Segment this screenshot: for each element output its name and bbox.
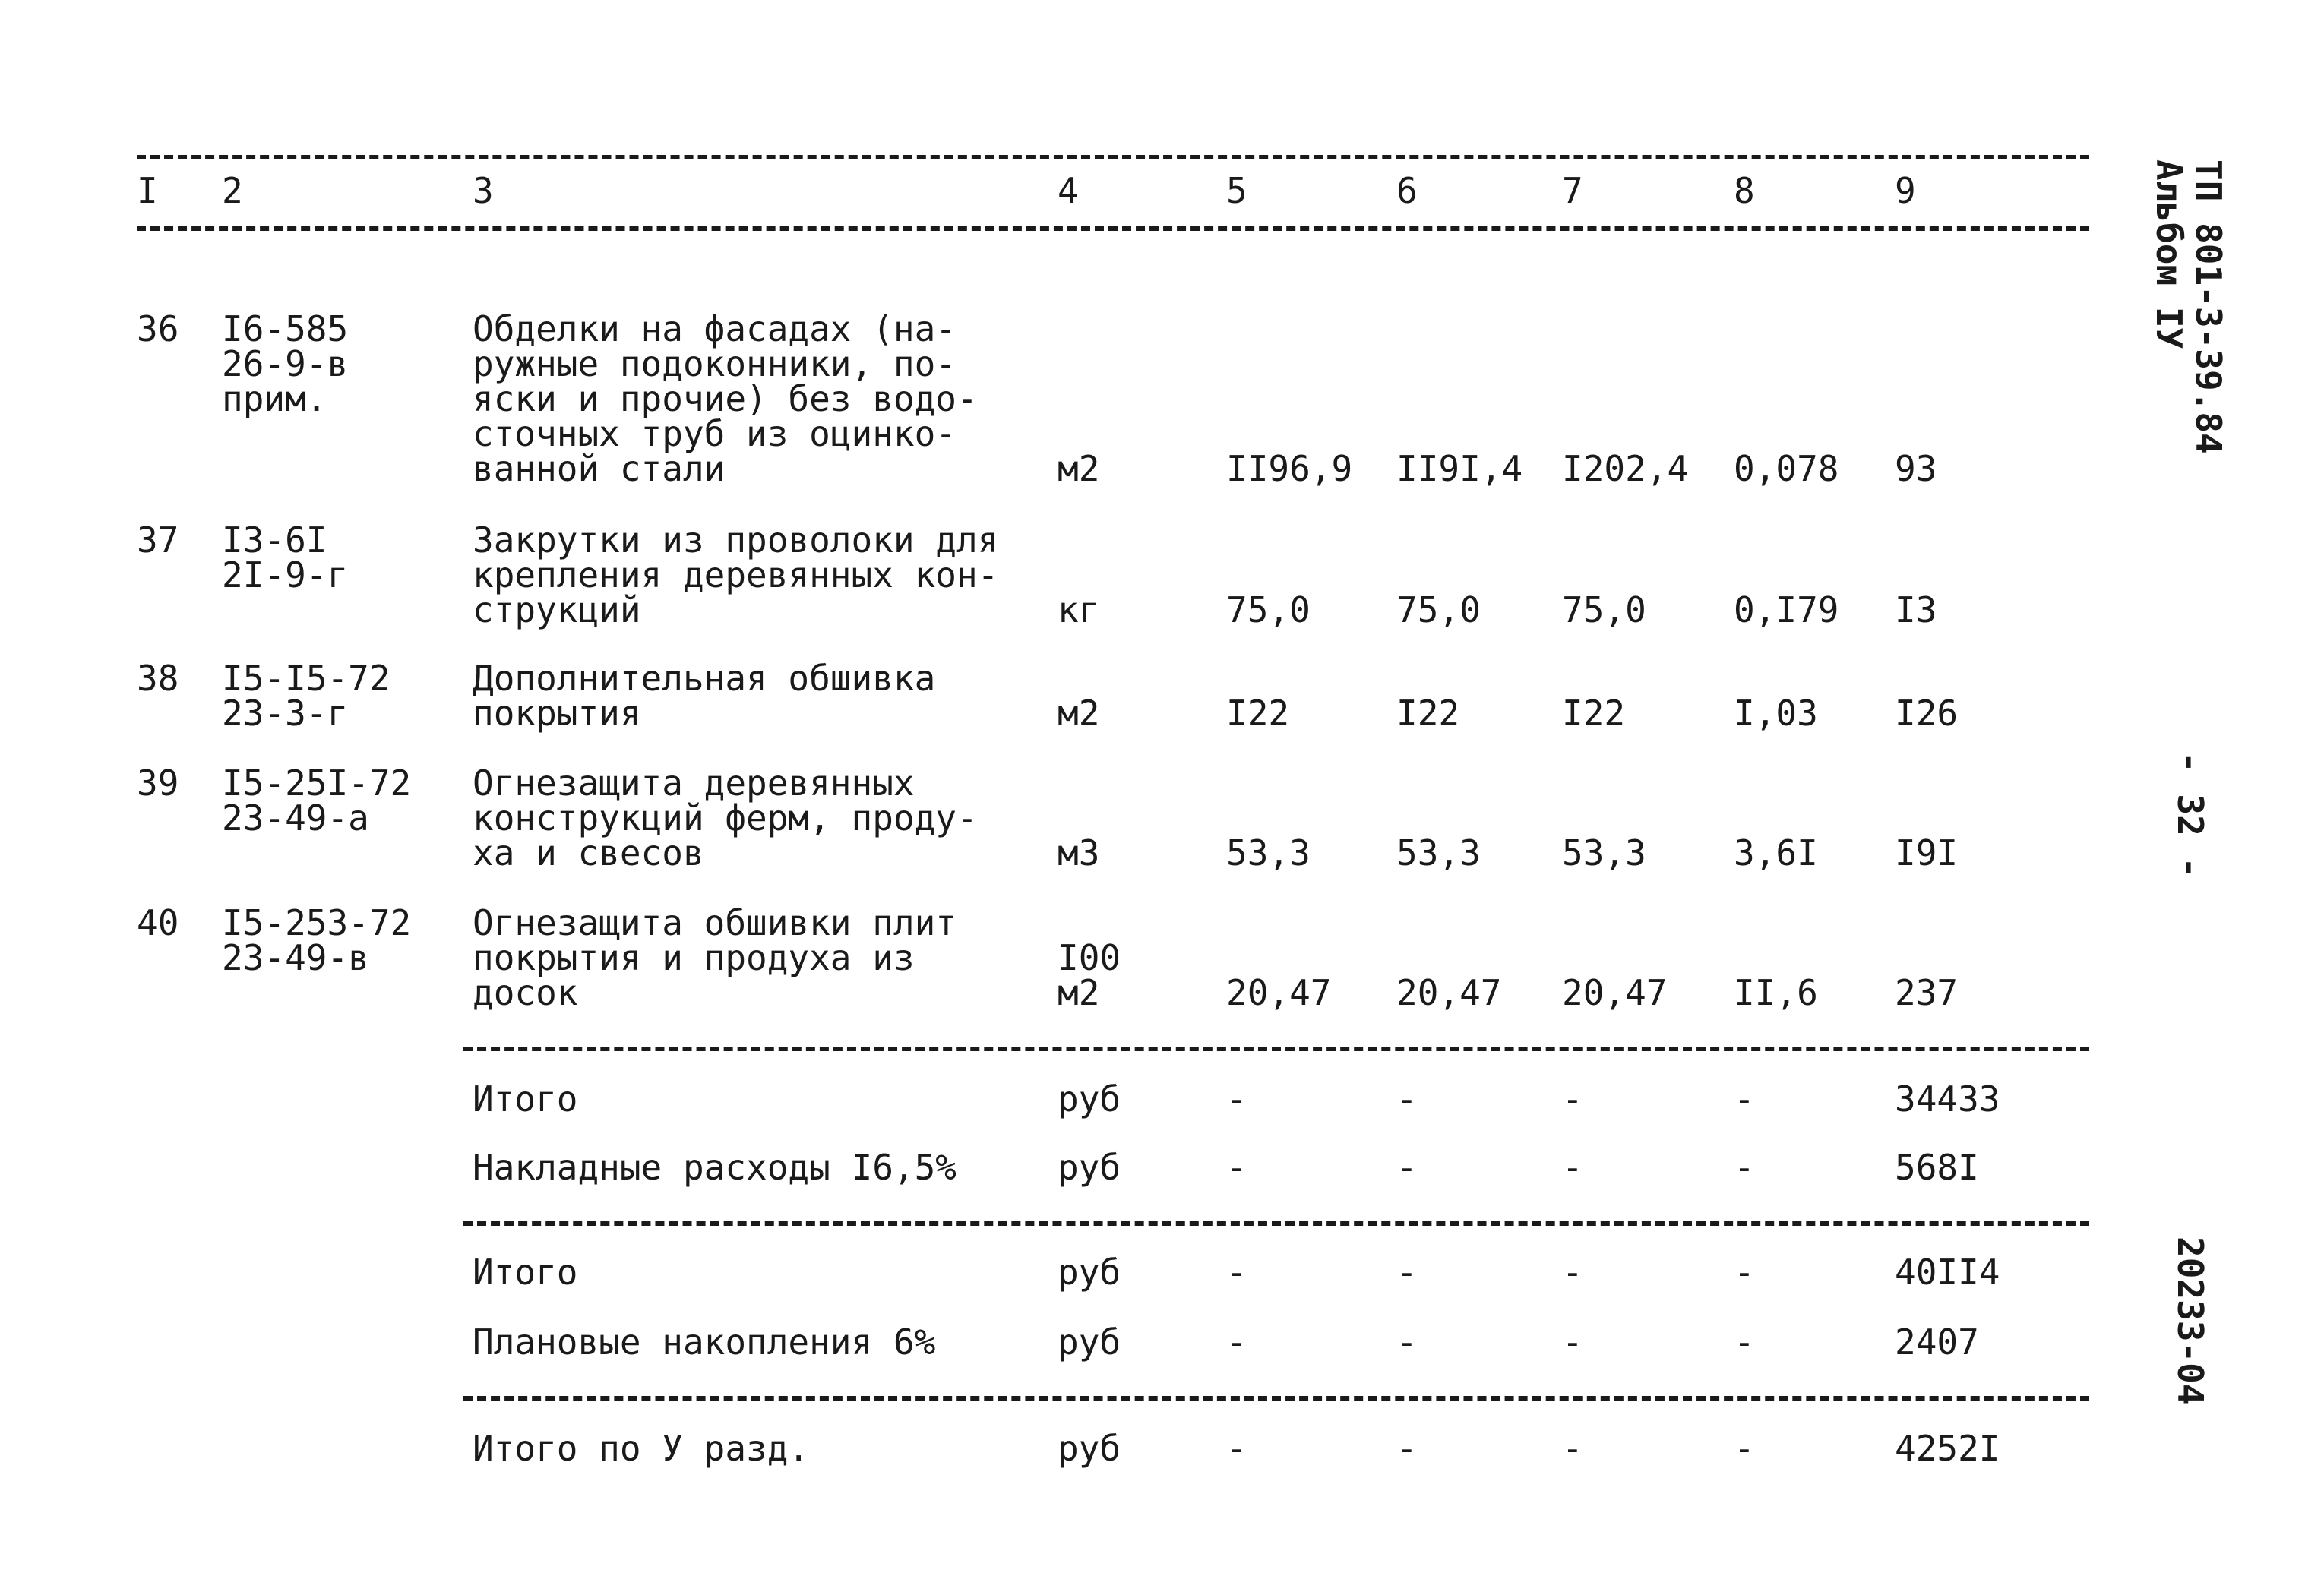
summary-col-7: - [1562,1322,1583,1363]
row-col-7: I22 [1562,693,1626,734]
row-col-9: 93 [1895,448,1937,489]
summary-unit: руб [1058,1322,1121,1363]
row-description: Дополнительная обшивка покрытия [473,658,936,734]
summary-col-5: - [1226,1147,1247,1188]
row-unit: м3 [1058,832,1100,873]
summary-col-6: - [1396,1252,1418,1293]
summary-col-9: 40II4 [1895,1252,2000,1293]
summary-col-6: - [1396,1078,1418,1120]
row-unit: м2 [1058,693,1100,734]
row-col-6: 75,0 [1396,589,1481,630]
summary-unit: руб [1058,1147,1121,1188]
summary-col-9: 2407 [1895,1322,1979,1363]
summary-unit: руб [1058,1078,1121,1120]
summary-col-7: - [1562,1078,1583,1120]
summary-col-7: - [1562,1147,1583,1188]
row-col-8: II,6 [1734,972,1818,1013]
row-col-6: 20,47 [1396,972,1502,1013]
document-code: ТП 801-3-39.84 [2188,159,2229,454]
row-unit: кг [1058,589,1100,630]
summary-col-5: - [1226,1078,1247,1120]
header-col-4: 4 [1058,170,1079,211]
row-col-8: I,03 [1734,693,1818,734]
rule-before-total-1 [463,1047,2089,1051]
summary-col-6: - [1396,1147,1418,1188]
row-col-8: 0,078 [1734,448,1839,489]
row-number: 39 [137,763,179,804]
summary-col-6: - [1396,1322,1418,1363]
row-unit: м2 [1058,448,1100,489]
row-number: 40 [137,902,179,943]
page-number: - 32 - [2170,752,2211,879]
summary-unit: руб [1058,1428,1121,1469]
row-col-9: I3 [1895,589,1937,630]
header-col-3: 3 [473,170,494,211]
summary-col-8: - [1734,1322,1755,1363]
row-col-6: 53,3 [1396,832,1481,873]
row-col-6: I22 [1396,693,1460,734]
row-col-6: II9I,4 [1396,448,1523,489]
row-col-5: 53,3 [1226,832,1311,873]
row-col-8: 0,I79 [1734,589,1839,630]
summary-col-8: - [1734,1147,1755,1188]
summary-col-7: - [1562,1428,1583,1469]
header-col-6: 6 [1396,170,1418,211]
inventory-number: 20233-04 [2170,1236,2211,1405]
album-label: Альбом IУ [2149,159,2190,349]
summary-col-5: - [1226,1428,1247,1469]
header-col-1: I [137,170,158,211]
row-description: Огнезащита обшивки плит покрытия и продуха из досок [473,902,956,1013]
row-code: I3-6I 2I-9-г [222,519,349,595]
row-unit: I00 м2 [1058,937,1121,1013]
row-col-7: 75,0 [1562,589,1646,630]
header-col-9: 9 [1895,170,1916,211]
summary-col-8: - [1734,1252,1755,1293]
header-col-5: 5 [1226,170,1247,211]
row-code: I5-I5-72 23-3-г [222,658,390,734]
rule-before-section-total [463,1396,2089,1401]
row-col-9: 237 [1895,972,1959,1013]
header-col-8: 8 [1734,170,1755,211]
row-col-8: 3,6I [1734,832,1818,873]
row-col-5: II96,9 [1226,448,1353,489]
row-col-5: 75,0 [1226,589,1311,630]
row-col-5: 20,47 [1226,972,1332,1013]
summary-col-5: - [1226,1252,1247,1293]
row-code: I5-253-72 23-49-в [222,902,412,978]
row-code: I6-585 26-9-в прим. [222,308,349,419]
row-col-5: I22 [1226,693,1290,734]
header-col-7: 7 [1562,170,1583,211]
summary-label: Итого [473,1078,578,1120]
summary-unit: руб [1058,1252,1121,1293]
row-col-9: I9I [1895,832,1959,873]
header-col-2: 2 [222,170,243,211]
rule-header-bottom [137,226,2089,231]
row-description: Обделки на фасадах (на- ружные подоконники, по- яски и прочие) без водо- сточных труб из оцинко- ванной стали [473,308,978,489]
row-col-7: 20,47 [1562,972,1668,1013]
summary-label: Плановые накопления 6% [473,1322,936,1363]
summary-label: Итого [473,1252,578,1293]
summary-label: Итого по У разд. [473,1428,810,1469]
row-number: 37 [137,519,179,561]
summary-col-8: - [1734,1428,1755,1469]
summary-label: Накладные расходы I6,5% [473,1147,956,1188]
row-col-7: 53,3 [1562,832,1646,873]
row-description: Огнезащита деревянных конструкций ферм, проду- ха и свесов [473,763,978,873]
rule-top [137,155,2089,159]
row-code: I5-25I-72 23-49-а [222,763,412,838]
row-number: 36 [137,308,179,349]
rule-before-total-2 [463,1221,2089,1226]
row-col-9: I26 [1895,693,1959,734]
row-col-7: I202,4 [1562,448,1689,489]
summary-col-9: 568I [1895,1147,1979,1188]
summary-col-9: 4252I [1895,1428,2000,1469]
row-number: 38 [137,658,179,699]
row-description: Закрутки из проволоки для крепления деревянных кон- струкций [473,519,999,630]
summary-col-9: 34433 [1895,1078,2000,1120]
summary-col-8: - [1734,1078,1755,1120]
summary-col-7: - [1562,1252,1583,1293]
summary-col-6: - [1396,1428,1418,1469]
summary-col-5: - [1226,1322,1247,1363]
